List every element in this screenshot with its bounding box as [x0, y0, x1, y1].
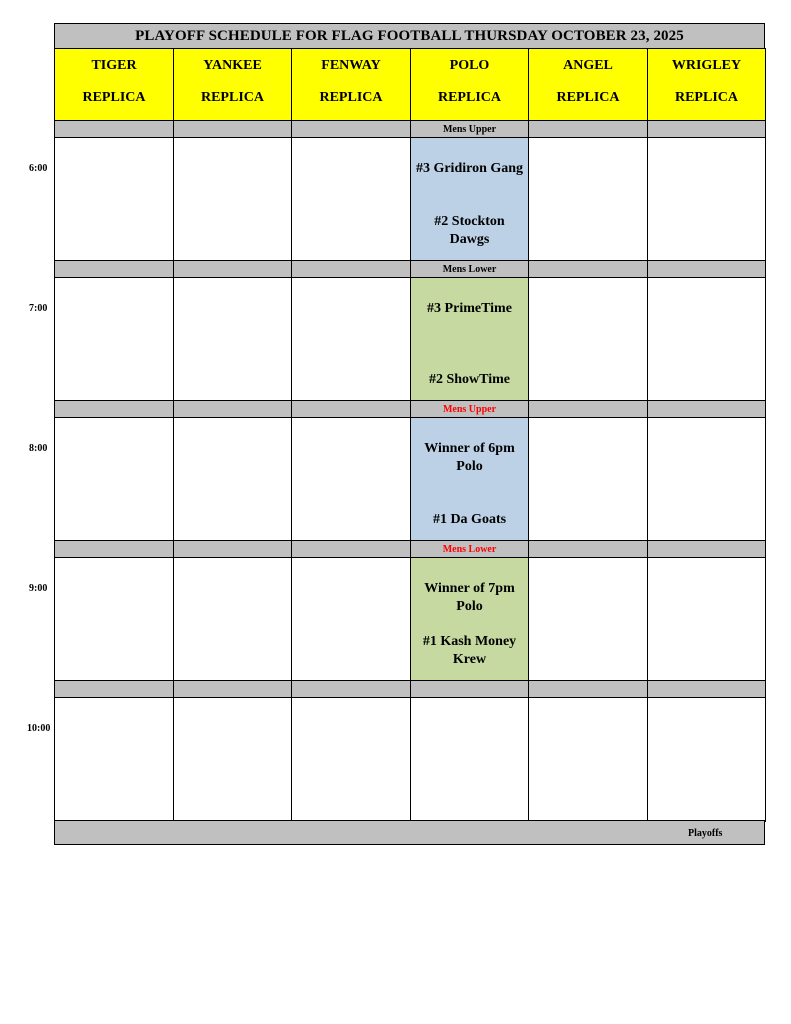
team-home: #3 PrimeTime — [427, 301, 512, 316]
division-bar — [173, 540, 292, 558]
team-away: #2 Stockton Dawgs — [434, 214, 505, 247]
schedule-table — [54, 23, 765, 845]
time-label: 8:00 — [29, 443, 48, 454]
division-bar — [54, 680, 174, 698]
game-slot — [410, 277, 529, 402]
division-bar — [647, 260, 766, 278]
empty-slot — [54, 557, 174, 682]
division-bar — [291, 400, 411, 418]
empty-slot — [528, 137, 648, 262]
empty-slot — [528, 417, 648, 542]
empty-slot — [54, 697, 174, 822]
time-label: 6:00 — [29, 163, 48, 174]
empty-slot — [528, 557, 648, 682]
division-bar — [54, 400, 174, 418]
empty-slot — [647, 557, 766, 682]
team-home: Winner of 7pm Polo — [424, 581, 515, 614]
division-bar — [291, 120, 411, 138]
field-subtitle: REPLICA — [556, 90, 620, 105]
field-subtitle: REPLICA — [674, 90, 738, 105]
division-bar — [647, 400, 766, 418]
empty-slot — [173, 137, 292, 262]
empty-slot — [410, 697, 529, 822]
field-header-angel — [528, 48, 648, 121]
footer-bar — [54, 820, 765, 845]
field-name: ANGEL — [563, 58, 613, 73]
empty-slot — [647, 277, 766, 402]
team-away: #1 Da Goats — [432, 512, 507, 527]
time-label: 10:00 — [27, 723, 51, 734]
division-bar: Mens Upper — [410, 120, 529, 138]
division-bar — [173, 120, 292, 138]
division-bar — [647, 680, 766, 698]
footer-label: Playoffs — [688, 828, 723, 839]
field-name: YANKEE — [203, 58, 262, 73]
empty-slot — [54, 137, 174, 262]
division-bar — [291, 260, 411, 278]
field-header-fenway — [291, 48, 411, 121]
empty-slot — [528, 277, 648, 402]
empty-slot — [291, 697, 411, 822]
empty-slot — [173, 697, 292, 822]
division-bar — [528, 400, 648, 418]
field-name: FENWAY — [321, 58, 381, 73]
empty-slot — [54, 277, 174, 402]
division-bar — [54, 120, 174, 138]
division-bar — [173, 680, 292, 698]
division-bar — [528, 260, 648, 278]
schedule-title: PLAYOFF SCHEDULE FOR FLAG FOOTBALL THURSDAY OCTOBER 23, 2025 — [54, 23, 765, 49]
empty-slot — [173, 557, 292, 682]
division-bar — [291, 540, 411, 558]
field-name: WRIGLEY — [671, 58, 742, 73]
division-bar — [173, 400, 292, 418]
division-bar — [54, 540, 174, 558]
empty-slot — [528, 697, 648, 822]
division-bar — [291, 680, 411, 698]
division-bar — [647, 120, 766, 138]
field-name: POLO — [449, 58, 490, 73]
empty-slot — [647, 137, 766, 262]
division-bar: Mens Lower — [410, 260, 529, 278]
team-home: Winner of 6pm Polo — [424, 441, 515, 474]
field-header-tiger — [54, 48, 174, 121]
empty-slot — [54, 417, 174, 542]
empty-slot — [173, 277, 292, 402]
empty-slot — [647, 697, 766, 822]
empty-slot — [291, 277, 411, 402]
game-slot — [410, 137, 529, 262]
team-away: #2 ShowTime — [428, 372, 511, 387]
game-slot — [410, 557, 529, 682]
time-label: 9:00 — [29, 583, 48, 594]
game-slot — [410, 417, 529, 542]
division-bar — [54, 260, 174, 278]
time-label: 7:00 — [29, 303, 48, 314]
field-header-yankee — [173, 48, 292, 121]
field-subtitle: REPLICA — [82, 90, 146, 105]
team-away: #1 Kash Money Krew — [422, 634, 517, 667]
empty-slot — [291, 137, 411, 262]
field-subtitle: REPLICA — [319, 90, 383, 105]
empty-slot — [291, 417, 411, 542]
field-header-wrigley — [647, 48, 766, 121]
division-bar — [410, 680, 529, 698]
division-bar: Mens Upper — [410, 400, 529, 418]
division-bar — [173, 260, 292, 278]
field-header-polo — [410, 48, 529, 121]
empty-slot — [173, 417, 292, 542]
field-subtitle: REPLICA — [437, 90, 501, 105]
empty-slot — [647, 417, 766, 542]
field-subtitle: REPLICA — [200, 90, 264, 105]
field-name: TIGER — [91, 58, 137, 73]
division-bar: Mens Lower — [410, 540, 529, 558]
empty-slot — [291, 557, 411, 682]
division-bar — [528, 120, 648, 138]
team-home: #3 Gridiron Gang — [415, 161, 524, 176]
division-bar — [528, 680, 648, 698]
division-bar — [647, 540, 766, 558]
division-bar — [528, 540, 648, 558]
